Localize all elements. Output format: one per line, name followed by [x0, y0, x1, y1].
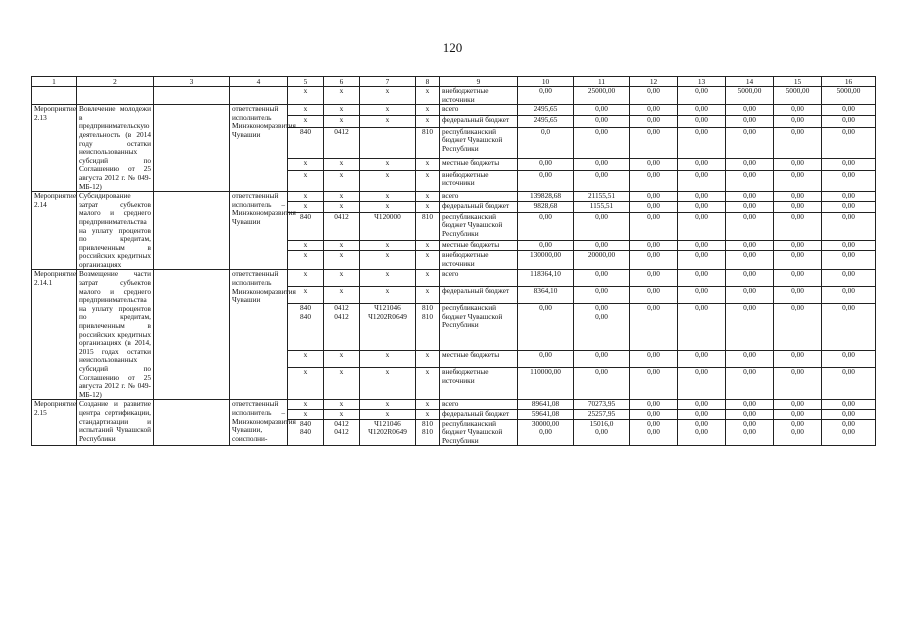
table-row	[32, 87, 876, 105]
value-cell: 0,00	[630, 270, 678, 287]
source-cell: республиканский бюджет Чувашской Республики	[440, 419, 518, 446]
code-cell: x	[324, 351, 360, 368]
value-cell: 0,0	[518, 127, 574, 159]
value-cell: 0,00	[630, 170, 678, 191]
value-cell: 0,00	[822, 400, 876, 410]
value-cell: 0,00	[630, 351, 678, 368]
source-cell: всего	[440, 105, 518, 116]
code-cell: x	[324, 251, 360, 270]
code-cell: 0412	[324, 212, 360, 240]
empty-cell	[32, 87, 77, 105]
code-cell: 810 810	[416, 419, 440, 446]
value-cell: 25000,00	[574, 87, 630, 105]
value-cell: 0,00	[774, 240, 822, 250]
code-cell: x	[324, 192, 360, 202]
code-cell: 840 840	[288, 304, 324, 351]
value-cell: 0,00	[630, 87, 678, 105]
value-cell: 0,00	[518, 240, 574, 250]
code-cell: 840 840	[288, 419, 324, 446]
value-cell: 0,00	[774, 212, 822, 240]
value-cell: 0,00	[822, 270, 876, 287]
measure-executor: ответственный исполнитель – Минэкономразвития Чувашии, соисполни-	[230, 400, 288, 446]
value-cell: 0,00	[518, 212, 574, 240]
code-cell: x	[416, 351, 440, 368]
code-cell: x	[288, 87, 324, 105]
value-cell: 0,00	[574, 159, 630, 170]
value-cell: 0,00	[726, 287, 774, 304]
code-cell: x	[324, 202, 360, 212]
code-cell: x	[360, 351, 416, 368]
value-cell: 0,00	[630, 409, 678, 419]
header-cell-3: 3	[154, 77, 230, 87]
source-cell: федеральный бюджет	[440, 116, 518, 127]
value-cell: 0,00	[574, 116, 630, 127]
value-cell: 0,00	[726, 270, 774, 287]
code-cell: x	[360, 409, 416, 419]
value-cell: 0,00	[574, 127, 630, 159]
header-cell-10: 10	[518, 77, 574, 87]
empty-cell	[230, 87, 288, 105]
code-cell: 840	[288, 127, 324, 159]
value-cell: 0,00	[678, 202, 726, 212]
header-cell-14: 14	[726, 77, 774, 87]
code-cell: x	[416, 270, 440, 287]
value-cell: 0,00	[630, 202, 678, 212]
value-cell: 70273,95	[574, 400, 630, 410]
value-cell: 0,00	[678, 212, 726, 240]
table-row	[32, 270, 876, 287]
measure-name: Субсидирование затрат субъектов малого и среднего предпринимательства на уплату процентов по кредитам, привлеченным в российских кредитных организациях	[77, 192, 154, 270]
source-cell: местные бюджеты	[440, 159, 518, 170]
value-cell: 0,00	[630, 240, 678, 250]
source-cell: федеральный бюджет	[440, 409, 518, 419]
value-cell: 0,00	[726, 304, 774, 351]
code-cell: x	[324, 170, 360, 191]
source-cell: внебюджетные источники	[440, 251, 518, 270]
value-cell: 0,00	[630, 212, 678, 240]
code-cell: x	[288, 287, 324, 304]
value-cell: 20000,00	[574, 251, 630, 270]
value-cell: 0,00	[678, 304, 726, 351]
measure-name: Возмещение части затрат субъектов малого и среднего предпринимательства на уплату процентов по кредитам, привлеченным в российских кредитных организациях (в 2014, 2015 годах остатки неиспользованных субсидий по Соглашению от 25 августа 2012 г. № 049-МБ-12)	[77, 270, 154, 400]
value-cell: 0,00	[678, 116, 726, 127]
source-cell: республиканский бюджет Чувашской Республики	[440, 304, 518, 351]
measure-executor: ответственный исполнитель Минэкономразвития Чувашии	[230, 105, 288, 192]
empty-cell	[154, 87, 230, 105]
value-cell: 0,00	[774, 192, 822, 202]
value-cell: 0,00	[774, 116, 822, 127]
value-cell: 0,00	[822, 170, 876, 191]
measure-name: Создание и развитие центра сертификации, стандартизации и испытаний Чувашской Республики	[77, 400, 154, 446]
empty-cell	[154, 105, 230, 192]
value-cell: 21155,51	[574, 192, 630, 202]
header-cell-12: 12	[630, 77, 678, 87]
value-cell: 0,00	[574, 212, 630, 240]
value-cell: 0,00	[630, 159, 678, 170]
source-cell: всего	[440, 192, 518, 202]
code-cell: x	[416, 116, 440, 127]
value-cell: 0,00	[774, 202, 822, 212]
code-cell: x	[324, 409, 360, 419]
code-cell: x	[360, 368, 416, 400]
code-cell: x	[416, 170, 440, 191]
source-cell: всего	[440, 270, 518, 287]
value-cell: 89641,08	[518, 400, 574, 410]
source-cell: федеральный бюджет	[440, 287, 518, 304]
measure-name: Вовлечение молодежи в предпринимательскую деятельность (в 2014 году остатки неиспользованных субсидий по Соглашению от 25 августа 2012 г. № 049-МБ-12)	[77, 105, 154, 192]
code-cell: 840	[288, 212, 324, 240]
code-cell: x	[360, 251, 416, 270]
source-cell: местные бюджеты	[440, 351, 518, 368]
value-cell: 0,00	[774, 409, 822, 419]
measure-number: Мероприятие 2.14.1	[32, 270, 77, 400]
code-cell: Ч121046 Ч1202R0649	[360, 419, 416, 446]
value-cell: 0,00	[574, 270, 630, 287]
code-cell: 810 810	[416, 304, 440, 351]
code-cell: x	[416, 287, 440, 304]
value-cell: 0,00	[678, 351, 726, 368]
value-cell: 0,00	[678, 240, 726, 250]
value-cell: 0,00	[822, 159, 876, 170]
budget-table	[31, 76, 876, 446]
code-cell: x	[360, 170, 416, 191]
value-cell: 5000,00	[726, 87, 774, 105]
header-cell-1: 1	[32, 77, 77, 87]
code-cell: x	[324, 87, 360, 105]
code-cell: x	[288, 105, 324, 116]
header-cell-5: 5	[288, 77, 324, 87]
value-cell: 0,00	[822, 212, 876, 240]
value-cell: 0,00	[774, 251, 822, 270]
value-cell: 139828,68	[518, 192, 574, 202]
value-cell: 0,00	[678, 287, 726, 304]
value-cell: 118364,10	[518, 270, 574, 287]
value-cell: 0,00	[574, 351, 630, 368]
empty-cell	[154, 400, 230, 446]
value-cell: 0,00	[678, 159, 726, 170]
header-cell-9: 9	[440, 77, 518, 87]
value-cell: 0,00	[774, 127, 822, 159]
source-cell: республиканский бюджет Чувашской Республики	[440, 127, 518, 159]
code-cell: x	[416, 87, 440, 105]
value-cell: 0,00	[630, 127, 678, 159]
code-cell: x	[288, 202, 324, 212]
code-cell: 810	[416, 212, 440, 240]
value-cell: 0,00	[630, 368, 678, 400]
value-cell: 0,00	[774, 304, 822, 351]
code-cell: x	[324, 287, 360, 304]
value-cell: 0,00	[822, 240, 876, 250]
code-cell: x	[324, 400, 360, 410]
empty-cell	[154, 270, 230, 400]
code-cell: 0412 0412	[324, 419, 360, 446]
code-cell: x	[360, 287, 416, 304]
measure-number: Мероприятие 2.15	[32, 400, 77, 446]
source-cell: внебюджетные источники	[440, 368, 518, 400]
value-cell: 0,00	[726, 202, 774, 212]
value-cell: 0,00	[822, 202, 876, 212]
value-cell: 0,00	[726, 409, 774, 419]
value-cell: 0,00	[678, 251, 726, 270]
value-cell: 0,00	[574, 170, 630, 191]
value-cell: 0,00 0,00	[774, 419, 822, 446]
header-cell-8: 8	[416, 77, 440, 87]
source-cell: республиканский бюджет Чувашской Республики	[440, 212, 518, 240]
code-cell: x	[416, 159, 440, 170]
header-cell-4: 4	[230, 77, 288, 87]
source-cell: внебюджетные источники	[440, 170, 518, 191]
value-cell: 0,00	[630, 287, 678, 304]
code-cell: x	[360, 192, 416, 202]
value-cell: 0,00	[574, 287, 630, 304]
code-cell: x	[360, 87, 416, 105]
value-cell: 0,00	[678, 400, 726, 410]
code-cell: x	[324, 240, 360, 250]
code-cell: x	[288, 170, 324, 191]
value-cell: 0,00	[822, 351, 876, 368]
value-cell: 0,00	[518, 87, 574, 105]
code-cell: x	[360, 116, 416, 127]
value-cell: 8364,10	[518, 287, 574, 304]
value-cell: 0,00	[678, 105, 726, 116]
value-cell: 0,00	[822, 192, 876, 202]
value-cell: 0,00	[678, 270, 726, 287]
value-cell: 130000,00	[518, 251, 574, 270]
code-cell: x	[288, 368, 324, 400]
value-cell: 0,00	[574, 240, 630, 250]
value-cell: 0,00	[630, 116, 678, 127]
value-cell: 0,00	[574, 105, 630, 116]
value-cell: 30000,00 0,00	[518, 419, 574, 446]
code-cell: 810	[416, 127, 440, 159]
source-cell: внебюджетные источники	[440, 87, 518, 105]
value-cell: 0,00	[518, 351, 574, 368]
value-cell: 0,00	[630, 192, 678, 202]
code-cell: x	[360, 202, 416, 212]
value-cell: 0,00	[678, 170, 726, 191]
code-cell: 0412 0412	[324, 304, 360, 351]
value-cell: 0,00 0,00	[630, 419, 678, 446]
code-cell: x	[360, 105, 416, 116]
table-row	[32, 192, 876, 202]
header-cell-7: 7	[360, 77, 416, 87]
value-cell: 0,00	[726, 105, 774, 116]
code-cell: x	[416, 409, 440, 419]
header-cell-15: 15	[774, 77, 822, 87]
code-cell: x	[288, 192, 324, 202]
value-cell: 9828,68	[518, 202, 574, 212]
value-cell: 0,00	[822, 127, 876, 159]
measure-number: Мероприятие 2.14	[32, 192, 77, 270]
value-cell: 0,00	[726, 192, 774, 202]
header-cell-13: 13	[678, 77, 726, 87]
value-cell: 59641,08	[518, 409, 574, 419]
code-cell: x	[288, 240, 324, 250]
value-cell: 0,00	[518, 159, 574, 170]
header-cell-6: 6	[324, 77, 360, 87]
value-cell: 0,00	[822, 251, 876, 270]
code-cell: x	[324, 116, 360, 127]
value-cell: 0,00 0,00	[822, 419, 876, 446]
value-cell: 0,00	[726, 400, 774, 410]
value-cell: 0,00	[726, 240, 774, 250]
code-cell: x	[416, 202, 440, 212]
value-cell: 0,00	[518, 304, 574, 351]
header-cell-16: 16	[822, 77, 876, 87]
header-cell-11: 11	[574, 77, 630, 87]
value-cell: 0,00 0,00	[678, 419, 726, 446]
code-cell: x	[288, 270, 324, 287]
code-cell: x	[360, 400, 416, 410]
code-cell: Ч120000	[360, 212, 416, 240]
value-cell: 0,00	[822, 368, 876, 400]
value-cell: 0,00	[726, 368, 774, 400]
measure-number: Мероприятие 2.13	[32, 105, 77, 192]
value-cell: 0,00 0,00	[726, 419, 774, 446]
code-cell: x	[324, 368, 360, 400]
empty-cell	[154, 192, 230, 270]
value-cell: 0,00	[774, 159, 822, 170]
value-cell: 0,00	[774, 368, 822, 400]
value-cell: 0,00	[774, 351, 822, 368]
value-cell: 0,00	[726, 127, 774, 159]
value-cell: 15016,0 0,00	[574, 419, 630, 446]
code-cell: x	[288, 251, 324, 270]
code-cell: x	[324, 159, 360, 170]
value-cell: 0,00	[726, 159, 774, 170]
value-cell: 0,00	[774, 170, 822, 191]
value-cell: 5000,00	[774, 87, 822, 105]
table-row	[32, 105, 876, 116]
code-cell: x	[360, 159, 416, 170]
code-cell: x	[360, 270, 416, 287]
value-cell: 0,00	[726, 351, 774, 368]
value-cell: 0,00	[774, 400, 822, 410]
source-cell: федеральный бюджет	[440, 202, 518, 212]
empty-cell	[77, 87, 154, 105]
value-cell: 0,00	[822, 105, 876, 116]
value-cell: 0,00	[726, 170, 774, 191]
value-cell: 25257,95	[574, 409, 630, 419]
source-cell: всего	[440, 400, 518, 410]
value-cell: 0,00	[822, 304, 876, 351]
value-cell: 0,00	[518, 170, 574, 191]
code-cell: x	[288, 351, 324, 368]
value-cell: 0,00	[630, 251, 678, 270]
code-cell	[360, 127, 416, 159]
value-cell: 5000,00	[822, 87, 876, 105]
code-cell: x	[288, 116, 324, 127]
header-row	[32, 77, 876, 87]
value-cell: 0,00	[630, 400, 678, 410]
value-cell: 0,00	[774, 287, 822, 304]
code-cell: x	[324, 270, 360, 287]
value-cell: 0,00	[678, 368, 726, 400]
code-cell: x	[324, 105, 360, 116]
source-cell: местные бюджеты	[440, 240, 518, 250]
value-cell: 0,00 0,00	[574, 304, 630, 351]
code-cell: x	[416, 368, 440, 400]
value-cell: 2495,65	[518, 105, 574, 116]
code-cell: Ч121046 Ч1202R0649	[360, 304, 416, 351]
code-cell: x	[360, 240, 416, 250]
value-cell: 0,00	[678, 127, 726, 159]
measure-executor: ответственный исполнитель Минэкономразвития Чувашии	[230, 270, 288, 400]
value-cell: 0,00	[630, 304, 678, 351]
value-cell: 0,00	[822, 409, 876, 419]
value-cell: 0,00	[726, 116, 774, 127]
value-cell: 0,00	[822, 287, 876, 304]
code-cell: 0412	[324, 127, 360, 159]
value-cell: 110000,00	[518, 368, 574, 400]
code-cell: x	[288, 409, 324, 419]
value-cell: 0,00	[678, 87, 726, 105]
value-cell: 0,00	[822, 116, 876, 127]
value-cell: 2495,65	[518, 116, 574, 127]
value-cell: 0,00	[630, 105, 678, 116]
page-number: 120	[442, 40, 463, 55]
value-cell: 0,00	[774, 270, 822, 287]
measure-executor: ответственный исполнитель – Минэкономразвития Чувашии	[230, 192, 288, 270]
value-cell: 0,00	[726, 212, 774, 240]
value-cell: 0,00	[678, 409, 726, 419]
value-cell: 0,00	[574, 368, 630, 400]
code-cell: x	[288, 159, 324, 170]
value-cell: 0,00	[678, 192, 726, 202]
code-cell: x	[416, 251, 440, 270]
code-cell: x	[416, 192, 440, 202]
value-cell: 1155,51	[574, 202, 630, 212]
code-cell: x	[416, 105, 440, 116]
code-cell: x	[416, 400, 440, 410]
code-cell: x	[288, 400, 324, 410]
code-cell: x	[416, 240, 440, 250]
header-cell-2: 2	[77, 77, 154, 87]
value-cell: 0,00	[774, 105, 822, 116]
value-cell: 0,00	[726, 251, 774, 270]
